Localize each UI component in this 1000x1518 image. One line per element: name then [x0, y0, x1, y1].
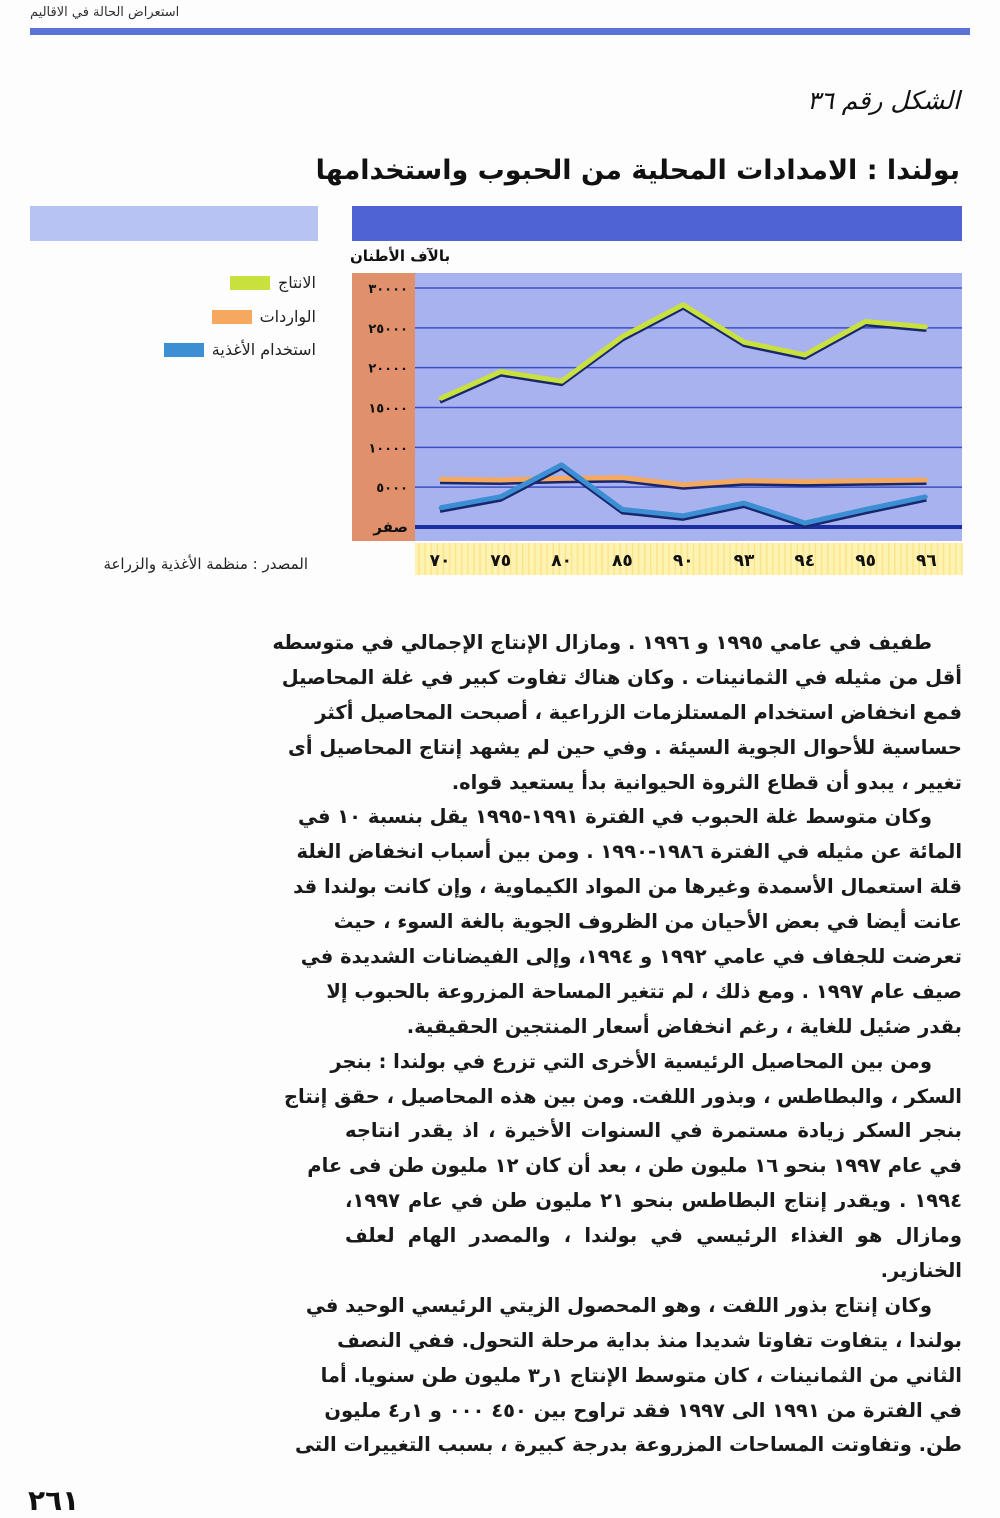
body-line: حساسية للأحوال الجوية السيئة . وفي حين لم يشهد إنتاج المحاصيل أى — [288, 735, 962, 759]
body-line: في الفترة من ١٩٩١ الى ١٩٩٧ فقد تراوح بين ٤٥٠ ٠٠٠ و ١ر٤ مليون — [324, 1398, 962, 1422]
body-line: صيف عام ١٩٩٧ . ومع ذلك ، لم تتغير المساحة المزروعة بالحبوب إلا — [326, 979, 962, 1003]
legend-label: الانتاج — [277, 273, 316, 292]
body-line: المائة عن مثيله في الفترة ١٩٨٦-١٩٩٠ . ومن بين أسباب انخفاض الغلة — [296, 840, 962, 864]
body-text — [272, 626, 962, 1463]
body-line: طن. وتفاوتت المساحات المزروعة بدرجة كبيرة ، بسبب التغييرات التى — [295, 1433, 962, 1457]
body-line: بولندا ، يتفاوت تفاوتا شديدا منذ بداية مرحلة التحول. ففي النصف — [337, 1328, 962, 1352]
data-point — [621, 476, 624, 479]
y-tick-label: صفر — [373, 518, 408, 536]
legend-label: استخدام الأغذية — [211, 340, 316, 359]
legend-item-imports — [212, 307, 316, 326]
data-point — [803, 522, 806, 525]
data-point — [439, 397, 442, 400]
x-tick-label: ٩٦ — [916, 551, 937, 571]
legend-label: الواردات — [259, 307, 316, 326]
data-point — [864, 320, 867, 323]
data-point — [864, 479, 867, 482]
body-line: بقدر ضئيل للغاية ، رغم انخفاض أسعار المنتجين الحقيقية. — [406, 1014, 962, 1038]
chart-header-band — [352, 206, 962, 241]
data-point — [499, 478, 502, 481]
legend-header-band — [30, 206, 318, 241]
figure-title: بولندا : الامدادات المحلية من الحبوب واستخدامها — [315, 155, 960, 186]
data-point — [439, 478, 442, 481]
data-point — [803, 353, 806, 356]
body-line: الثاني من الثمانينات ، كان متوسط الإنتاج ١ر٣ مليون طن سنويا. أما — [320, 1363, 962, 1387]
data-point — [439, 506, 442, 509]
x-tick-label: ٩٥ — [855, 551, 876, 571]
legend-swatch — [164, 343, 204, 357]
body-line: تغيير ، يبدو أن قطاع الثروة الحيوانية بدأ يستعيد قواه. — [451, 770, 962, 794]
data-point — [560, 463, 563, 466]
body-line: عانت أيضا في بعض الأحيان من الظروف الجوية بالغة السوء ، حيث — [333, 910, 962, 934]
body-line: ومن بين المحاصيل الرئيسية الأخرى التي تزرع في بولندا : بنجر — [330, 1049, 932, 1073]
y-tick-label: ٢٠٠٠٠ — [368, 361, 408, 377]
x-tick-label: ٩٣ — [733, 551, 755, 571]
y-tick-label: ٣٠٠٠٠ — [368, 282, 408, 297]
data-point — [925, 495, 928, 498]
y-tick-label: ١٥٠٠٠ — [368, 401, 408, 417]
body-line: وكان متوسط غلة الحبوب في الفترة ١٩٩١-١٩٩٥ يقل بنسبة ١٠ في — [297, 805, 932, 829]
body-line: قلة استعمال الأسمدة وغيرها من المواد الكيماوية ، وإن كانت بولندا قد — [293, 875, 962, 899]
body-line: السكر ، والبطاطس ، وبذور اللفت. ومن بين هذه المحاصيل ، حقق إنتاج — [284, 1084, 962, 1108]
body-line: ومازال هو الغذاء الرئيسي في بولندا ، والمصدر الهام لعلف — [345, 1224, 962, 1248]
data-point — [682, 303, 685, 306]
line-chart — [352, 273, 962, 575]
body-line: تعرضت للجفاف في عامي ١٩٩٢ و ١٩٩٤، وإلى الفيضانات الشديدة في — [300, 945, 962, 969]
x-tick-label: ٨٠ — [551, 551, 572, 571]
page-number: ٢٦١ — [28, 1484, 80, 1517]
figure-source: المصدر : منظمة الأغذية والزراعة — [103, 555, 308, 573]
data-point — [803, 480, 806, 483]
body-line: فمع انخفاض استخدام المستلزمات الزراعية ، أصبحت المحاصيل أكثر — [315, 700, 962, 724]
body-line: وكان إنتاج بذور اللفت ، وهو المحصول الزيتي الرئيسي الوحيد في — [305, 1293, 932, 1317]
legend-swatch — [230, 276, 270, 290]
data-point — [560, 477, 563, 480]
data-point — [682, 483, 685, 486]
running-head: استعراض الحالة في الاقاليم — [30, 5, 180, 20]
x-tick-label: ٩٤ — [794, 551, 816, 571]
x-tick-label: ٧٠ — [429, 551, 451, 571]
data-point — [864, 508, 867, 511]
data-point — [682, 514, 685, 517]
body-line: أقل من مثيله في الثمانينات . وكان هناك تفاوت كبير في غلة المحاصيل — [281, 665, 962, 689]
data-point — [621, 335, 624, 338]
data-point — [499, 495, 502, 498]
data-point — [743, 341, 746, 344]
data-point — [743, 479, 746, 482]
x-tick-label: ٧٥ — [490, 551, 512, 571]
y-tick-label: ١٠٠٠٠ — [368, 441, 408, 457]
body-line: طفيف في عامي ١٩٩٥ و ١٩٩٦ . ومازال الإنتاج الإجمالي في متوسطه — [272, 631, 932, 654]
data-point — [499, 370, 502, 373]
y-axis-unit-label: بالآف الأطنان — [350, 247, 451, 265]
header-rule — [30, 28, 970, 35]
y-tick-label: ٥٠٠٠ — [376, 481, 408, 497]
legend-swatch — [212, 310, 252, 324]
data-point — [743, 502, 746, 505]
data-point — [925, 478, 928, 481]
body-line: الخنازير. — [880, 1259, 962, 1283]
figure-number: الشكل رقم ٣٦ — [806, 86, 960, 115]
x-tick-label: ٩٠ — [672, 551, 694, 571]
body-line: ١٩٩٤ . ويقدر إنتاج البطاطس بنحو ٢١ مليون طن في عام ١٩٩٧، — [345, 1189, 962, 1213]
data-point — [621, 508, 624, 511]
data-point — [925, 326, 928, 329]
data-point — [560, 380, 563, 383]
legend-item-production — [230, 273, 316, 292]
body-line: في عام ١٩٩٧ بنحو ١٦ مليون طن ، بعد أن كان ١٢ مليون طن فى عام — [307, 1154, 962, 1178]
x-tick-label: ٨٥ — [612, 551, 633, 571]
y-tick-label: ٢٥٠٠٠ — [368, 321, 408, 337]
body-line: بنجر السكر زيادة مستمرة في السنوات الأخيرة ، اذ يقدر انتاجه — [345, 1119, 962, 1143]
legend-item-food-use — [164, 340, 316, 359]
